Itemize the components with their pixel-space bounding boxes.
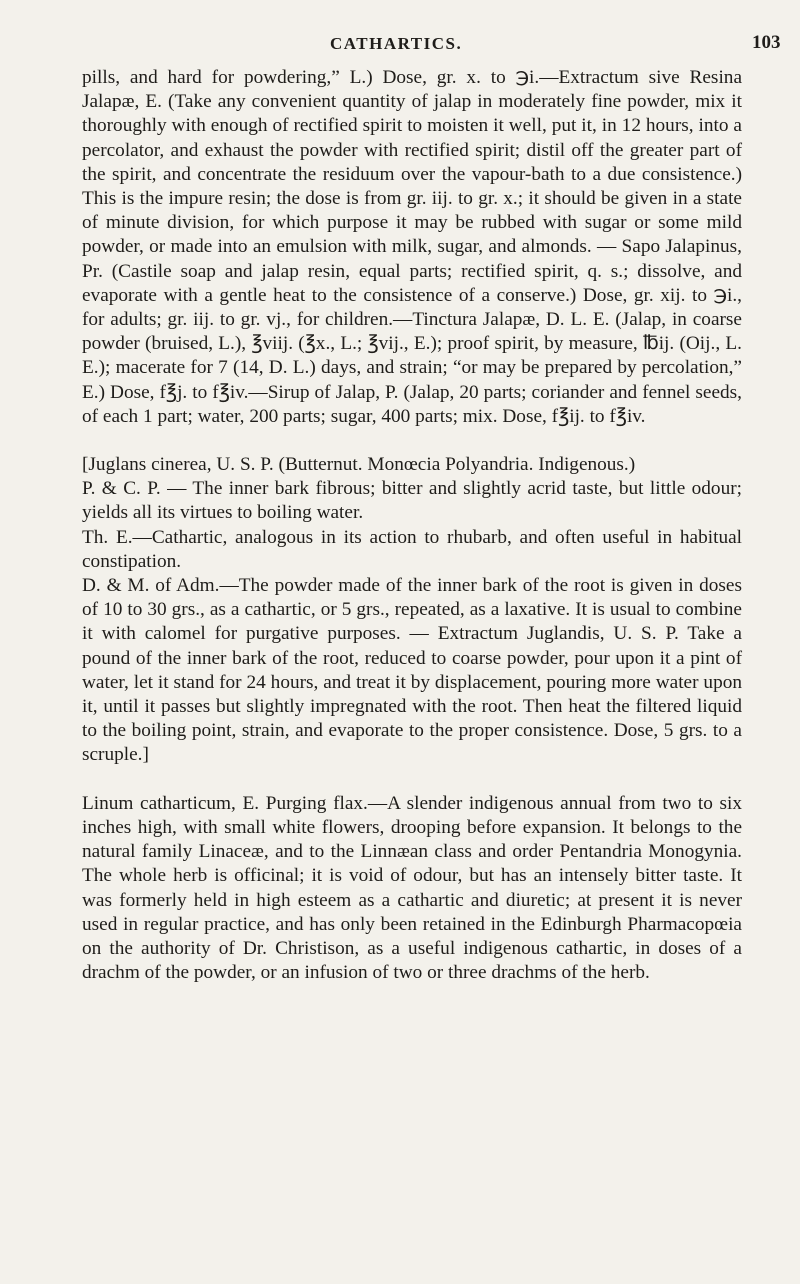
- header-title: CATHARTICS.: [330, 34, 463, 53]
- running-header: [0, 28, 800, 58]
- paragraph-jalap: pills, and hard for powdering,” L.) Dose, gr. x. to ℈i.—Extractum sive Resina Jalapæ, E. (Take any convenient quantity of jalap in moderately fine powder, mix it thoroughly with enough of rectified spirit to moisten it well, put it, in 12 hours, into a percolator, and exhaust the powder with rectified spirit; distil off the greater part of the spirit, and concentrate the residuum over the vapour-bath to a due consistence.) This is the impure resin; the dose is from gr. iij. to gr. x.; it should be given in a state of minute division, for which purpose it may be rubbed with sugar or some mild powder, or made into an emulsion with milk, sugar, and almonds. — Sapo Jalapinus, Pr. (Castile soap and jalap resin, equal parts; rectified spirit, q. s.; dissolve, and evaporate with a gentle heat to the consistence of a conserve.) Dose, gr. xij. to ℈i., for adults; gr. iij. to gr. vj., for children.—Tinctura Jalapæ, D. L. E. (Jalap, in coarse powder (bruised, L.), ℥viij. (℥x., L.; ℥vij., E.); proof spirit, by measure, ℔ij. (Oij., L. E.); macerate for 7 (14, D. L.) days, and strain; “or may be prepared by percolation,” E.) Dose, f℥j. to f℥iv.—Sirup of Jalap, P. (Jalap, 20 parts; coriander and fennel seeds, of each 1 part; water, 200 parts; sugar, 400 parts; mix. Dose, f℥ij. to f℥iv.: [82, 67, 742, 427]
- paragraph-juglans-therapeutic: Th. E.—Cathartic, analogous in its action to rhubarb, and often useful in habitual constipation.: [82, 526, 742, 572]
- paragraph-juglans-properties: P. & C. P. — The inner bark fibrous; bitter and slightly acrid taste, but little odour; yields all its virtues to boiling water.: [82, 478, 742, 524]
- body-text: [82, 66, 742, 985]
- paragraph-juglans-heading: [Juglans cinerea, U. S. P. (Butternut. Monœcia Polyandria. Indigenous.): [82, 454, 636, 476]
- paragraph-juglans-dose: D. & M. of Adm.—The powder made of the inner bark of the root is given in doses of 10 to 30 grs., as a cathartic, or 5 grs., repeated, as a laxative. It is usual to combine it with calomel for purgative purposes. — Extractum Juglandis, U. S. P. Take a pound of the inner bark of the root, reduced to coarse powder, pour upon it a pint of water, let it stand for 24 hours, and treat it by displacement, pouring more water upon it, until it passes but slightly impregnated with the root. Then heat the filtered liquid to the boiling point, strain, and evaporate to the proper consistence. Dose, 5 grs. to a scruple.]: [82, 575, 742, 766]
- paragraph-linum: Linum catharticum, E. Purging flax.—A slender indigenous annual from two to six inches high, with small white flowers, drooping before expansion. It belongs to the natural family Linaceæ, and to the Linnæan class and order Pentandria Monogynia. The whole herb is officinal; it is void of odour, but has an intensely bitter taste. It was formerly held in high esteem as a cathartic and diuretic; at present it is never used in regular practice, and has only been retained in the Edinburgh Pharmacopœia on the authority of Dr. Christison, as a useful indigenous cathartic, in doses of a drachm of the powder, or an infusion of two or three drachms of the herb.: [82, 792, 742, 984]
- page-number: 103: [752, 32, 781, 53]
